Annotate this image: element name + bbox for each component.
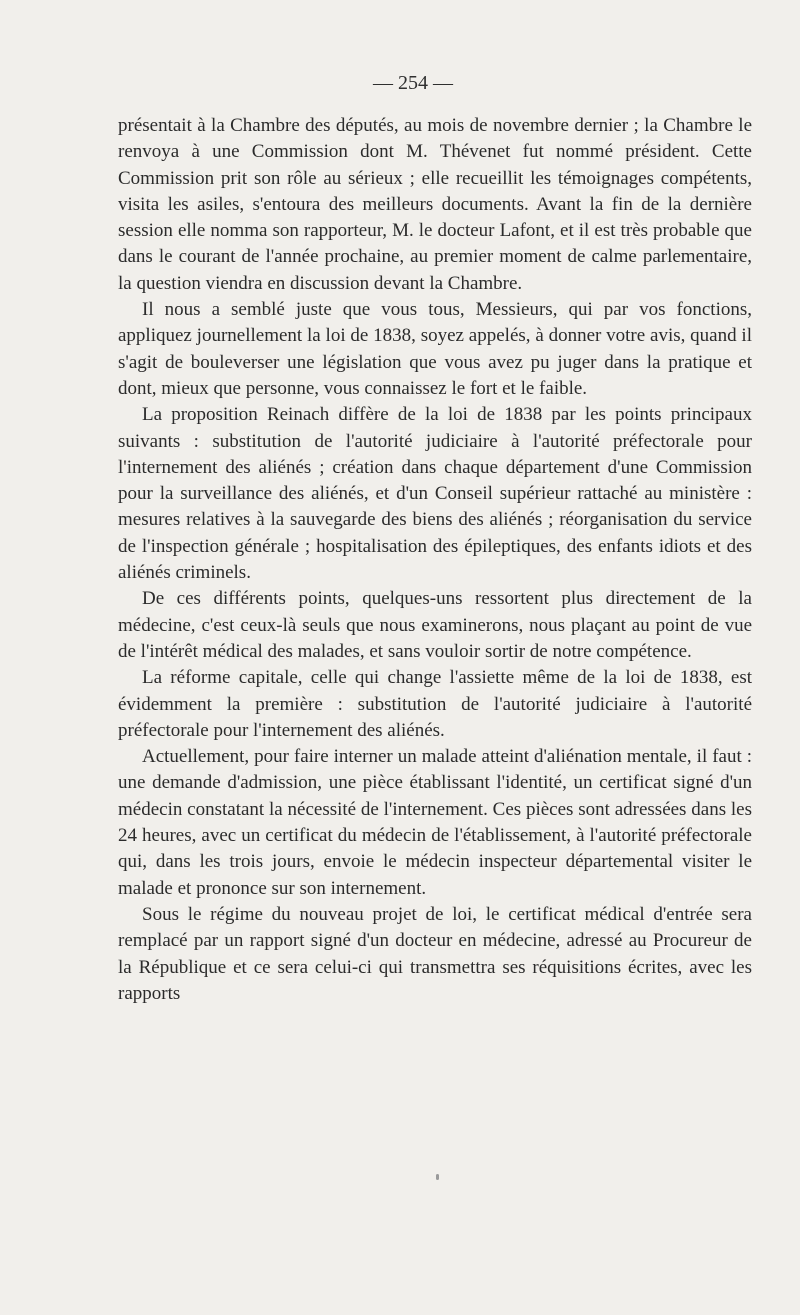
paragraph-2: Il nous a semblé juste que vous tous, Messieurs, qui par vos fonctions, appliquez journellement la loi de 1838, soyez appelés, à donner votre avis, quand il s'agit de bouleverser une législation que vous avez pu juger dans la pratique et dont, mieux que personne, vous connaissez le fort et le faible. xyxy=(118,299,752,399)
page-number: — 254 — xyxy=(373,72,453,94)
paragraph-1: présentait à la Chambre des députés, au mois de novembre dernier ; la Chambre le renvoya à une Commission dont M. Thévenet fut nommé président. Cette Commission prit son rôle au sérieux ; elle recueillit les témoignages compétents, visita les asiles, s'entoura des meilleurs documents. Avant la fin de la dernière session elle nomma son rapporteur, M. le docteur Lafont, et il est très probable que dans le courant de l'année prochaine, au premier moment de calme parlementaire, la question viendra en discussion devant la Chambre. xyxy=(118,115,752,294)
paragraph-3: La proposition Reinach diffère de la loi de 1838 par les points principaux suivants : substitution de l'autorité judiciaire à l'autorité préfectorale pour l'internement des aliénés ; création dans chaque département d'une Commission pour la surveillance des aliénés, et d'un Conseil supérieur rattaché au ministère : mesures relatives à la sauvegarde des biens des aliénés ; réorganisation du service de l'inspection générale ; hospitalisation des épileptiques, des enfants idiots et des aliénés criminels. xyxy=(118,404,752,584)
paragraph-4: De ces différents points, quelques-uns ressortent plus directement de la médecine, c'est ceux-là seuls que nous examinerons, nous plaçant au point de vue de l'intérêt médical des malades, et sans vouloir sortir de notre compétence. xyxy=(118,588,752,662)
paragraph-7: Sous le régime du nouveau projet de loi, le certificat médical d'entrée sera remplacé par un rapport signé d'un docteur en médecine, adressé au Procureur de la République et ce sera celui-ci qui transmettra ses réquisitions écrites, avec les rapports xyxy=(118,903,752,1004)
body-text xyxy=(118,113,752,1007)
paragraph-5: La réforme capitale, celle qui change l'assiette même de la loi de 1838, est évidemment la première : substitution de l'autorité judiciaire à l'autorité préfectorale pour l'internement des aliénés. xyxy=(118,667,752,741)
paragraph-6: Actuellement, pour faire interner un malade atteint d'aliénation mentale, il faut : une demande d'admission, une pièce établissant l'identité, un certificat signé d'un médecin constatant la nécessité de l'internement. Ces pièces sont adressées dans les 24 heures, avec un certificat du médecin de l'établissement, à l'autorité préfectorale qui, dans les trois jours, envoie le médecin inspecteur départemental visiter le malade et prononce sur son internement. xyxy=(118,746,752,899)
paper-speck xyxy=(436,1174,439,1180)
